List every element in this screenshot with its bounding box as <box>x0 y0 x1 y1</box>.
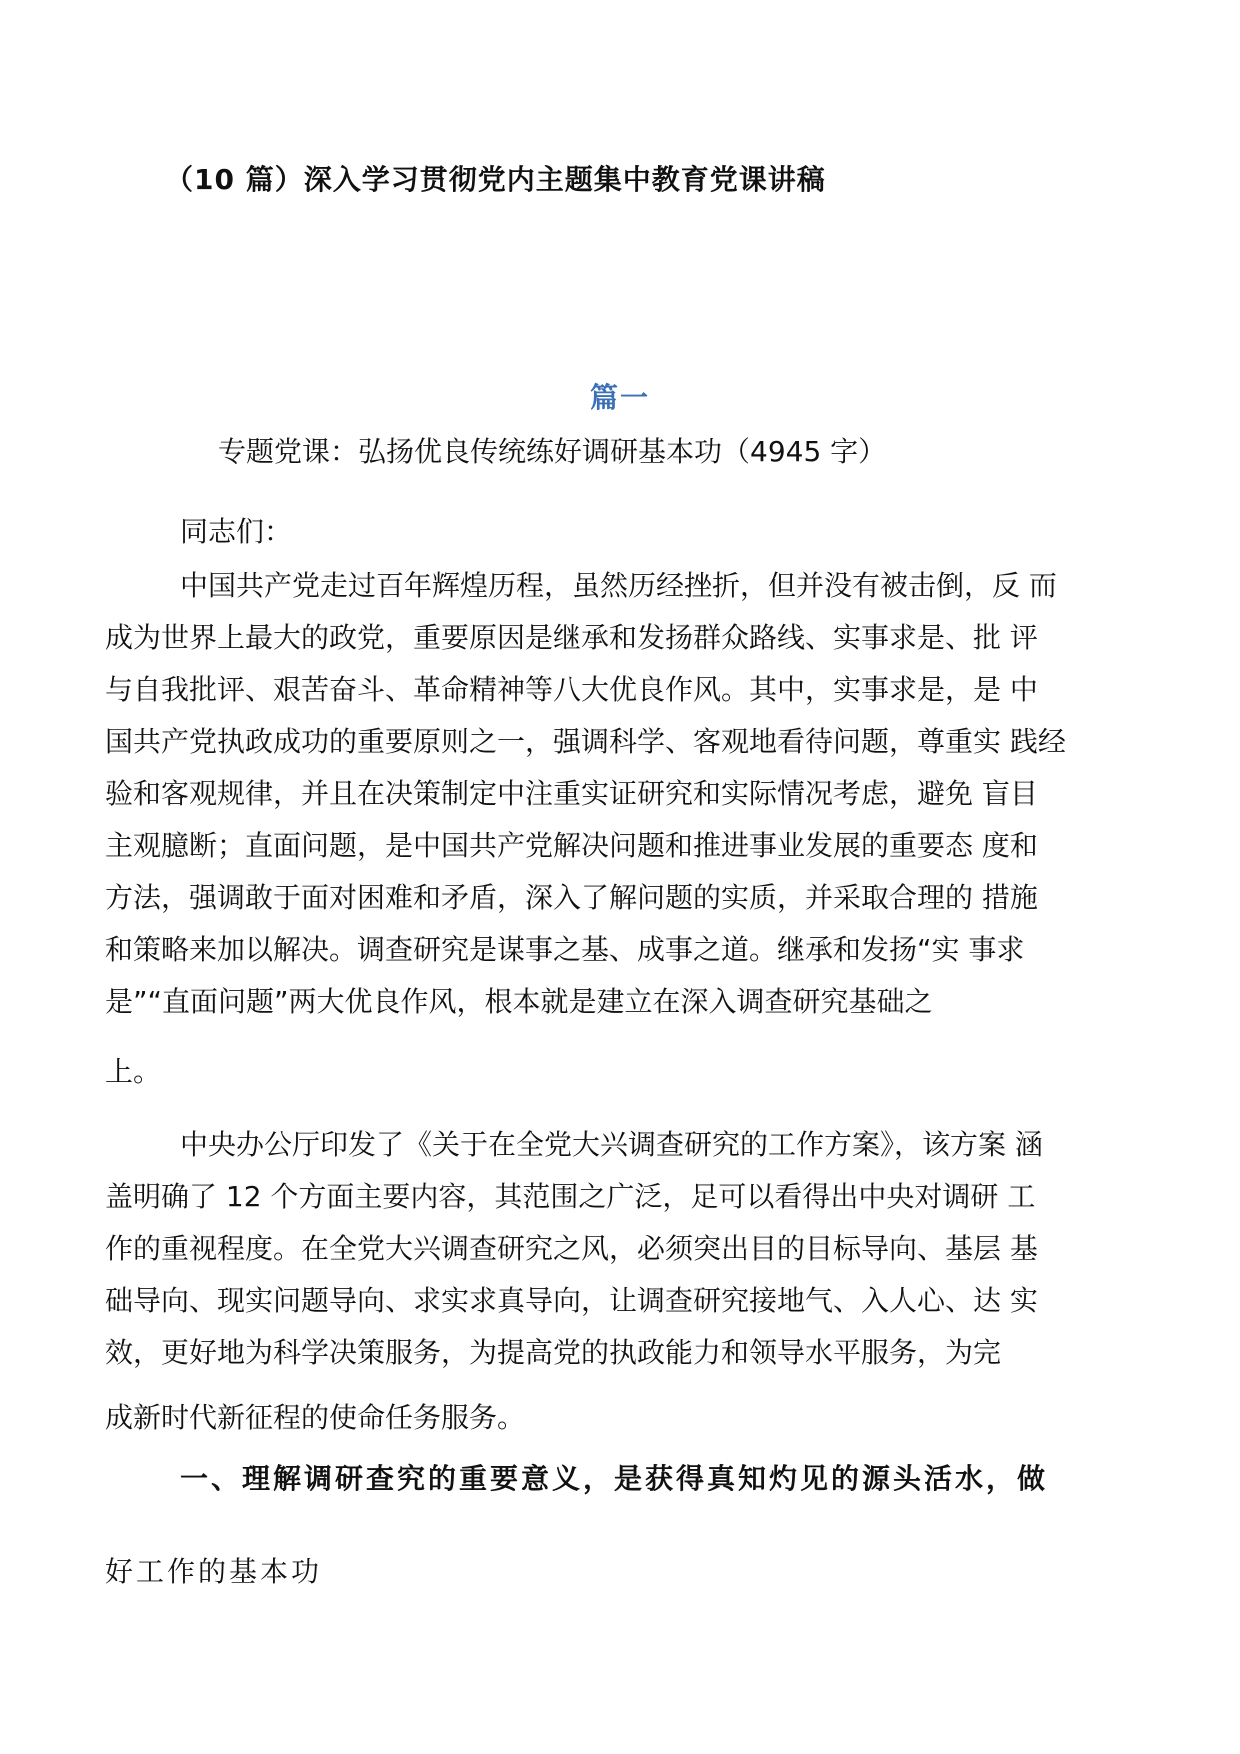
paragraph-line: 中国共产党走过百年辉煌历程，虽然历经挫折，但并没有被击倒，反 而 <box>180 569 1057 602</box>
section-heading: 一、理解调研查究的重要意义，是获得真知灼见的源头活水，做 <box>180 1462 1049 1495</box>
paragraph-line: 成为世界上最大的政党，重要原因是继承和发扬群众路线、实事求是、批 评 <box>105 621 1038 654</box>
paragraph-line: 效，更好地为科学决策服务，为提高党的执政能力和领导水平服务，为完 <box>105 1336 1002 1369</box>
chapter-heading: 篇一 <box>589 381 650 414</box>
paragraph-line: 上。 <box>105 1055 162 1088</box>
paragraph-line: 中央办公厅印发了《关于在全党大兴调查研究的工作方案》，该方案 涵 <box>180 1128 1043 1161</box>
paragraph-line: 础导向、现实问题导向、求实求真导向，让调查研究接地气、入人心、达 实 <box>105 1284 1038 1317</box>
paragraph-line: 盖明确了 12 个方面主要内容，其范围之广泛，足可以看得出中央对调研 工 <box>105 1180 1036 1213</box>
paragraph-line: 方法，强调敢于面对困难和矛盾，深入了解问题的实质，并采取合理的 措施 <box>105 881 1038 914</box>
paragraph-line: 验和客观规律，并且在决策制定中注重实证研究和实际情况考虑，避免 盲目 <box>105 777 1038 810</box>
paragraph-line: 主观臆断；直面问题，是中国共产党解决问题和推进事业发展的重要态 度和 <box>105 829 1038 862</box>
paragraph-line: 和策略来加以解决。调查研究是谋事之基、成事之道。继承和发扬“实 事求 <box>105 933 1025 966</box>
section-heading-continuation: 好工作的基本功 <box>105 1555 323 1588</box>
paragraph-line: 国共产党执政成功的重要原则之一，强调科学、客观地看待问题，尊重实 践经 <box>105 725 1066 758</box>
paragraph-line: 作的重视程度。在全党大兴调查研究之风，必须突出目的目标导向、基层 基 <box>105 1232 1038 1265</box>
paragraph-line: 成新时代新征程的使命任务服务。 <box>105 1401 526 1434</box>
greeting: 同志们： <box>180 515 293 548</box>
paragraph-line: 与自我批评、艰苦奋斗、革命精神等八大优良作风。其中，实事求是，是 中 <box>105 673 1038 706</box>
paragraph-line: 是”“直面问题”两大优良作风，根本就是建立在深入调查研究基础之 <box>105 985 933 1018</box>
document-title: （10 篇）深入学习贯彻党内主题集中教育党课讲稿 <box>165 163 826 196</box>
lecture-subtitle: 专题党课：弘扬优良传统练好调研基本功（4945 字） <box>218 435 887 468</box>
